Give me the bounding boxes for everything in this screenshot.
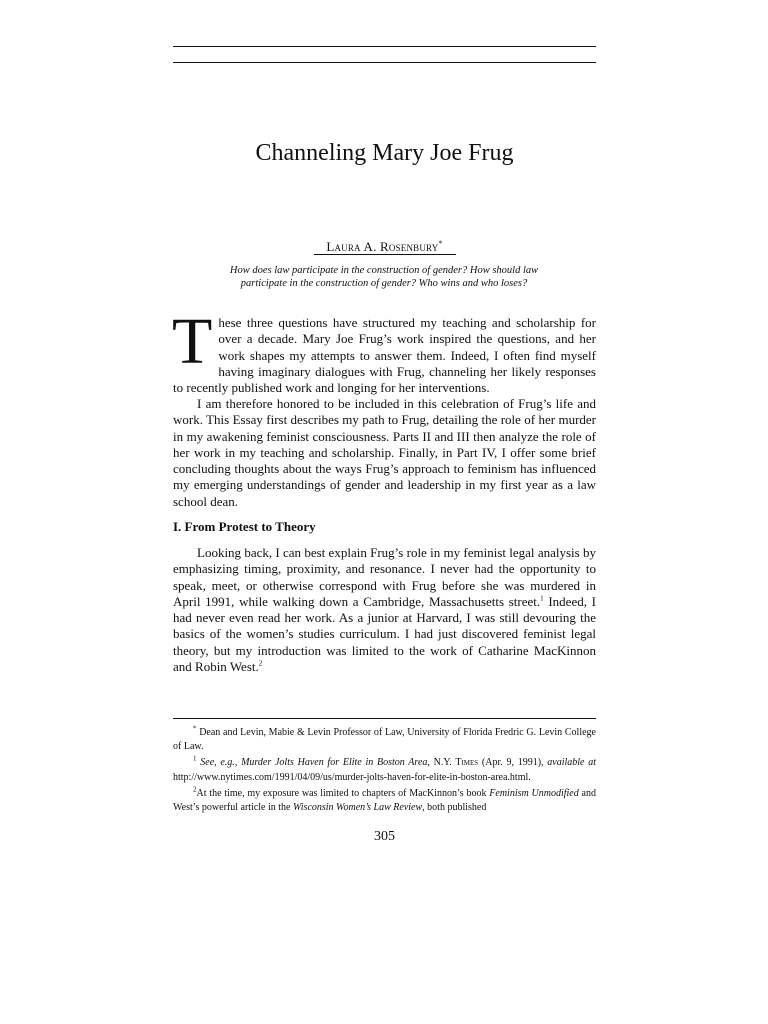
- footnote-2-text-b: and West’s powerful article in the: [173, 787, 596, 814]
- paragraph-3: [173, 545, 596, 675]
- footnote-1-date: (Apr. 9, 1991),: [478, 757, 548, 769]
- footnote-star-text: Dean and Levin, Mabie & Levin Professor of Law, University of Florida Fredric G. Levin College of Law.: [173, 727, 596, 753]
- footnote-1-mark: 1: [193, 755, 197, 764]
- paragraph-2: I am therefore honored to be included in this celebration of Frug’s life and work. This Essay first describes my path to Frug, detailing the role of her murder in my awakening feminist consciousness. Parts II and III then analyze the role of her work in my teaching and scholarship. Finally, in Part IV, I offer some brief concluding thoughts about the ways Frug’s approach to feminism has influenced my emerging understandings of gender and leadership in my first year as a law school dean.: [173, 396, 596, 509]
- footnote-1: [173, 756, 596, 784]
- epigraph: How does law participate in the construction of gender? How should law participate in the construction of gender? Who wins and who loses?: [229, 265, 539, 289]
- page-number: 305: [374, 829, 395, 844]
- paragraph-1-text: hese three questions have structured my teaching and scholarship for over a decade. Mary Joe Frug’s work inspired the questions, and her work shapes my attempts to answer them. Indeed, I often find myself having imaginary dialogues with Frug, channeling her likely responses to recently published work and longing for her interventions.: [173, 315, 596, 396]
- footnote-1-publication: , N.Y. Times: [427, 757, 479, 769]
- footnote-2-mark: 2: [193, 785, 197, 794]
- footnotes: [173, 726, 596, 817]
- author-footnote-mark: *: [438, 239, 443, 248]
- footnote-star: [173, 726, 596, 754]
- footnote-star-mark: *: [193, 724, 197, 733]
- footnote-1-available: available at: [547, 757, 597, 769]
- drop-cap: T: [172, 305, 213, 378]
- footnote-rule: [173, 718, 596, 719]
- footnote-2-journal: Wisconsin Women’s Law Review: [293, 802, 423, 814]
- footnote-1-signal: See, e.g.: [200, 757, 235, 769]
- author-rule: [314, 254, 456, 255]
- footnote-2-text-a: At the time, my exposure was limited to chapters of MacKinnon’s book: [196, 787, 490, 799]
- footnote-1-comma: ,: [234, 757, 242, 769]
- paragraph-1: [172, 305, 596, 396]
- footnote-2-book: Feminism Unmodified: [489, 787, 579, 799]
- paragraph-3-text-b: Indeed, I had never even read her work. As a junior at Harvard, I was still devouring the basics of the women’s studies curriculum. I had just discovered feminist legal theory, but my introduction was limited to the work of Catharine MacKinnon and Robin West.: [173, 593, 596, 675]
- footnote-1-url[interactable]: http://www.nytimes.com/1991/04/09/us/murder-jolts-haven-for-elite-in-boston-area.html.: [173, 771, 531, 783]
- paragraph-3-text-a: Looking back, I can best explain Frug’s role in my feminist legal analysis by emphasizing timing, proximity, and resonance. I never had the opportunity to speak, meet, or otherwise correspond with Frug before she was murdered in April 1991, while walking down a Cambridge, Massachusetts street.: [173, 545, 596, 609]
- footnote-ref-2[interactable]: 2: [258, 659, 263, 668]
- section-heading: I. From Protest to Theory: [173, 519, 316, 534]
- footnote-2-text-c: , both published: [422, 802, 487, 814]
- author-name: Laura A. Rosenbury: [326, 239, 439, 254]
- footnote-ref-1[interactable]: 1: [540, 594, 544, 603]
- footnote-1-title: Murder Jolts Haven for Elite in Boston Area: [241, 757, 428, 769]
- article-title: Channeling Mary Joe Frug: [255, 140, 514, 166]
- footnote-2: [173, 787, 596, 815]
- header-rule-top: [173, 46, 596, 47]
- header-rule-bottom: [173, 62, 596, 63]
- author-line: [173, 236, 596, 255]
